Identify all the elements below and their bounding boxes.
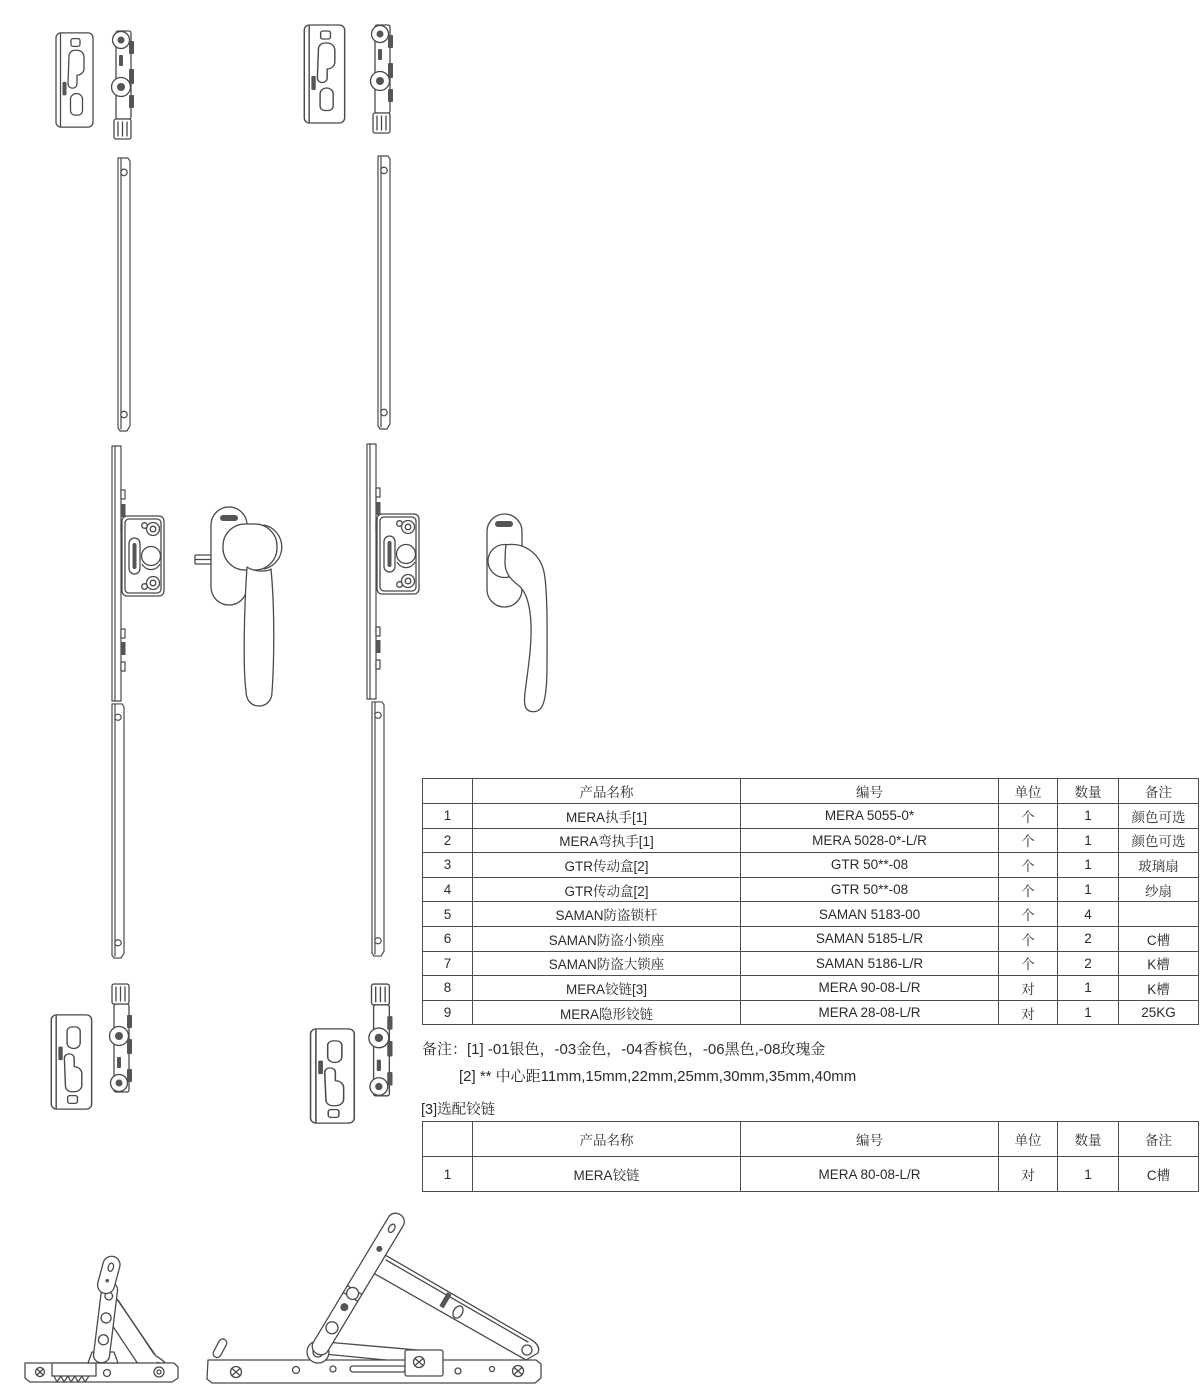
cell-unit: 个 xyxy=(999,853,1058,878)
cell-unit: 个 xyxy=(999,926,1058,951)
cell-name: MERA铰链[3] xyxy=(473,976,741,1001)
cell-code: MERA 90-08-L/R xyxy=(741,976,999,1001)
cell-code: MERA 5028-0*-L/R xyxy=(741,828,999,853)
cell-index: 5 xyxy=(423,902,473,927)
col-header-unit: 单位 xyxy=(999,1122,1058,1157)
cell-name: MERA执手[1] xyxy=(473,804,741,829)
parts-row xyxy=(423,804,1199,829)
cell-remark: C槽 xyxy=(1119,926,1199,951)
cell-name: SAMAN防盗小锁座 xyxy=(473,926,741,951)
cell-qty: 1 xyxy=(1058,877,1119,902)
cell-unit: 个 xyxy=(999,951,1058,976)
parts-row xyxy=(423,828,1199,853)
col-header-code: 编号 xyxy=(741,779,999,804)
keeper-plate-drawing-4 xyxy=(307,1026,359,1126)
cell-index: 4 xyxy=(423,877,473,902)
parts-table-header-row xyxy=(423,779,1199,804)
cell-qty: 1 xyxy=(1058,1000,1119,1025)
cell-remark: K槽 xyxy=(1119,976,1199,1001)
cell-index: 1 xyxy=(423,1157,473,1192)
locking-bar-drawing-1 xyxy=(111,156,135,433)
cell-qty: 1 xyxy=(1058,976,1119,1001)
cell-qty: 1 xyxy=(1058,804,1119,829)
footnote-line-2 xyxy=(422,1063,856,1090)
cell-code: MERA 28-08-L/R xyxy=(741,1000,999,1025)
mera-handle-drawing xyxy=(194,505,294,710)
footnotes xyxy=(422,1036,856,1090)
parts-row xyxy=(423,976,1199,1001)
cell-remark: 颜色可选 xyxy=(1119,804,1199,829)
lock-slider-drawing-2 xyxy=(363,21,403,135)
lock-slider-drawing-3 xyxy=(102,982,142,1096)
cell-name: GTR传动盒[2] xyxy=(473,877,741,902)
locking-bar-drawing-3 xyxy=(105,702,129,960)
cell-name: MERA隐形铰链 xyxy=(473,1000,741,1025)
cell-code: GTR 50**-08 xyxy=(741,877,999,902)
cell-name: SAMAN防盗锁杆 xyxy=(473,902,741,927)
cell-qty: 2 xyxy=(1058,951,1119,976)
cell-code: MERA 80-08-L/R xyxy=(741,1157,999,1192)
footnote-centers: [2] ** 中心距11mm,15mm,22mm,25mm,30mm,35mm,40mm xyxy=(459,1068,857,1085)
cell-index: 1 xyxy=(423,804,473,829)
optional-hinge-label: [3]选配铰链 xyxy=(421,1102,496,1118)
keeper-plate-drawing-2 xyxy=(301,22,349,126)
cell-name: MERA弯执手[1] xyxy=(473,828,741,853)
footnote-label: 备注： xyxy=(422,1041,468,1058)
cell-name: MERA铰链 xyxy=(473,1157,741,1192)
cell-qty: 1 xyxy=(1058,828,1119,853)
col-header-remark: 备注 xyxy=(1119,779,1199,804)
cell-unit: 对 xyxy=(999,1157,1058,1192)
parts-table xyxy=(422,778,1199,1025)
footnote-line-1 xyxy=(422,1036,856,1063)
cell-qty: 1 xyxy=(1058,1157,1119,1192)
cell-name: SAMAN防盗大锁座 xyxy=(473,951,741,976)
mera-curved-handle-drawing xyxy=(474,512,574,717)
optional-hinge-table xyxy=(422,1121,1199,1192)
cell-remark: C槽 xyxy=(1119,1157,1199,1192)
keeper-plate-drawing-3 xyxy=(48,1012,96,1112)
cell-qty: 4 xyxy=(1058,902,1119,927)
col-header-qty: 数量 xyxy=(1058,779,1119,804)
cell-unit: 对 xyxy=(999,976,1058,1001)
cell-unit: 个 xyxy=(999,804,1058,829)
lock-slider-drawing-4 xyxy=(361,982,403,1100)
parts-row xyxy=(423,902,1199,927)
optional-table-header-row xyxy=(423,1122,1199,1157)
cell-remark: 25KG xyxy=(1119,1000,1199,1025)
cell-index: 2 xyxy=(423,828,473,853)
col-header-code: 编号 xyxy=(741,1122,999,1157)
locking-bar-drawing-4 xyxy=(365,700,389,958)
cell-remark: 纱扇 xyxy=(1119,877,1199,902)
col-header-remark: 备注 xyxy=(1119,1122,1199,1157)
col-header-unit: 单位 xyxy=(999,779,1058,804)
cell-remark xyxy=(1119,902,1199,927)
friction-hinge-small-drawing xyxy=(22,1252,187,1392)
keeper-plate-drawing-1 xyxy=(53,30,97,130)
footnote-colors: [1] -01银色，-03金色，-04香槟色，-06黑色,-08玫瑰金 xyxy=(467,1041,826,1058)
cell-code: GTR 50**-08 xyxy=(741,853,999,878)
cell-index: 9 xyxy=(423,1000,473,1025)
cell-unit: 个 xyxy=(999,902,1058,927)
cell-qty: 2 xyxy=(1058,926,1119,951)
cell-index: 6 xyxy=(423,926,473,951)
col-header-index xyxy=(423,1122,473,1157)
col-header-name: 产品名称 xyxy=(473,779,741,804)
col-header-name: 产品名称 xyxy=(473,1122,741,1157)
cell-code: SAMAN 5186-L/R xyxy=(741,951,999,976)
cell-code: SAMAN 5183-00 xyxy=(741,902,999,927)
cell-index: 7 xyxy=(423,951,473,976)
cell-qty: 1 xyxy=(1058,853,1119,878)
lock-slider-drawing-1 xyxy=(104,27,144,141)
cell-index: 3 xyxy=(423,853,473,878)
cell-unit: 对 xyxy=(999,1000,1058,1025)
cell-code: SAMAN 5185-L/R xyxy=(741,926,999,951)
parts-row xyxy=(423,926,1199,951)
parts-row xyxy=(423,853,1199,878)
cell-remark: 颜色可选 xyxy=(1119,828,1199,853)
cell-name: GTR传动盒[2] xyxy=(473,853,741,878)
gtr-gearbox-drawing-2 xyxy=(375,510,423,598)
parts-row xyxy=(423,877,1199,902)
optional-row xyxy=(423,1157,1199,1192)
gtr-gearbox-drawing-1 xyxy=(120,512,168,600)
cell-unit: 个 xyxy=(999,877,1058,902)
cell-remark: K槽 xyxy=(1119,951,1199,976)
locking-bar-drawing-2 xyxy=(371,154,395,431)
cell-remark: 玻璃扇 xyxy=(1119,853,1199,878)
col-header-index xyxy=(423,779,473,804)
parts-row xyxy=(423,951,1199,976)
friction-hinge-large-drawing xyxy=(200,1192,555,1397)
cell-index: 8 xyxy=(423,976,473,1001)
cell-code: MERA 5055-0* xyxy=(741,804,999,829)
col-header-qty: 数量 xyxy=(1058,1122,1119,1157)
cell-unit: 个 xyxy=(999,828,1058,853)
parts-row xyxy=(423,1000,1199,1025)
